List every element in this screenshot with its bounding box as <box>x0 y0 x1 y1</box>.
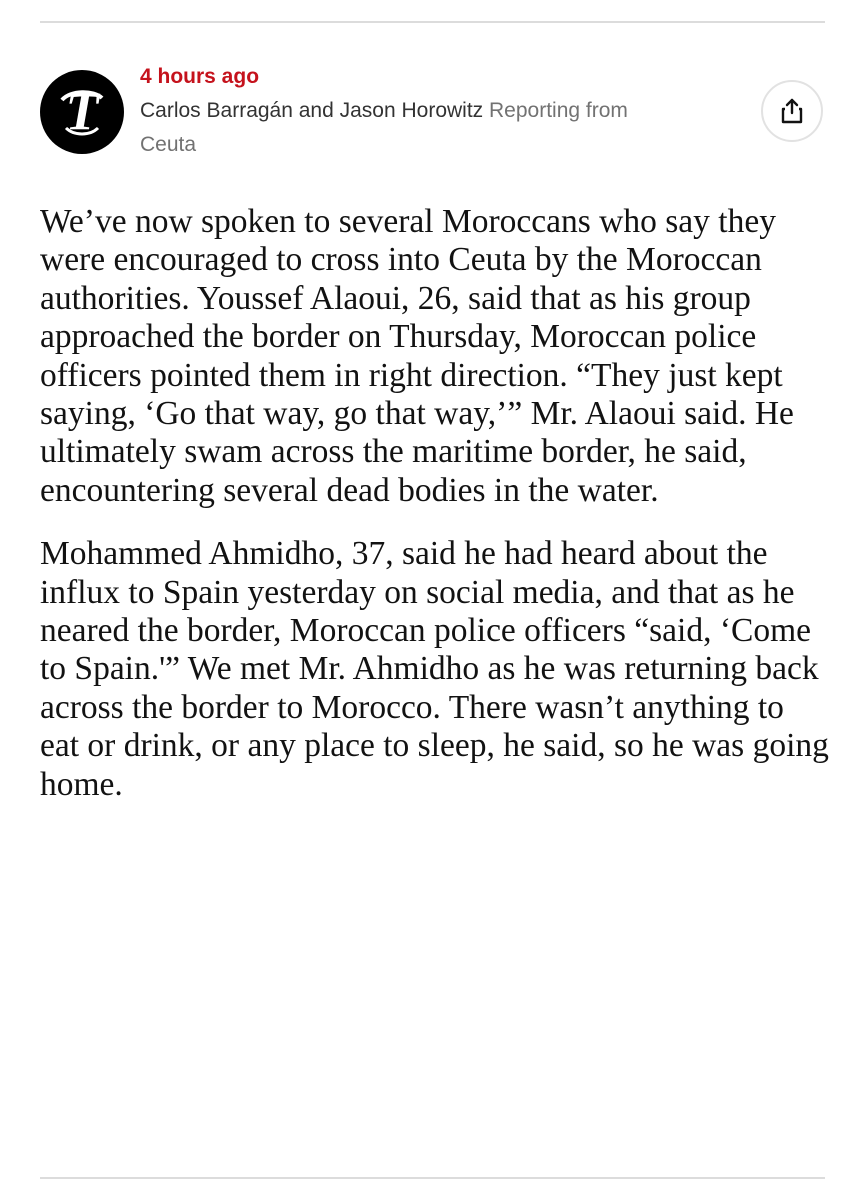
byline <box>140 94 740 128</box>
nyt-t-logo-icon <box>40 70 124 154</box>
reporting-from-label: Reporting from <box>489 99 628 122</box>
reporting-location: Ceuta <box>140 133 197 156</box>
article-body <box>40 203 830 829</box>
post-meta <box>140 62 740 162</box>
svg-text:T: T <box>65 81 99 141</box>
bottom-divider <box>40 1177 825 1179</box>
share-icon <box>779 98 805 124</box>
post-header <box>40 62 825 172</box>
top-divider <box>40 21 825 23</box>
timestamp: 4 hours ago <box>140 65 260 88</box>
byline-authors[interactable]: Carlos Barragán and Jason Horowitz <box>140 99 484 122</box>
share-button[interactable] <box>761 80 823 142</box>
paragraph: Mohammed Ahmidho, 37, said he had heard about the influx to Spain yesterday on social media, and that as he neared the border, Moroccan police officers “said, ‘Come to Spain.'” We met Mr. Ahmidho as he was returning back across the border to Morocco. There wasn’t anything to eat or drink, or any place to sleep, he said, so he was going home. <box>40 535 829 803</box>
paragraph: We’ve now spoken to several Moroccans who say they were encouraged to cross into Ceuta by the Moroccan authorities. Youssef Alaoui, 26, said that as his group approached the border on Thursday, Moroccan police officers pointed them in right direction. “They just kept saying, ‘Go that way, go that way,’” Mr. Alaoui said. He ultimately swam across the maritime border, he said, encountering several dead bodies in the water. <box>40 203 794 509</box>
